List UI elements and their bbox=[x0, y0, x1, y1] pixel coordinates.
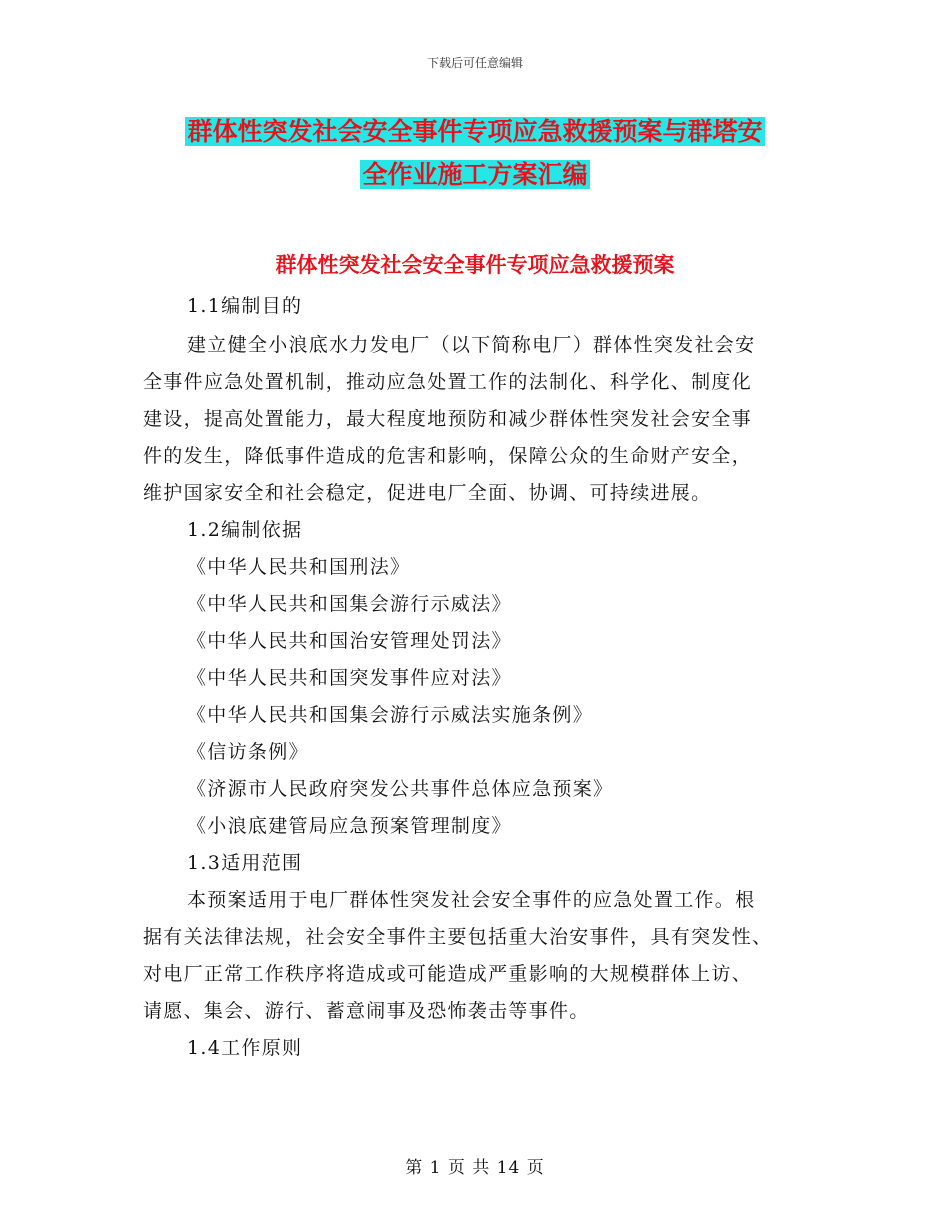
section-title: 群体性突发社会安全事件专项应急救援预案 bbox=[275, 253, 675, 277]
header-note: 下载后可任意编辑 bbox=[426, 56, 523, 70]
list-item: 《信访条例》 bbox=[187, 741, 309, 763]
list-item: 《中华人民共和国集会游行示威法》 bbox=[187, 593, 512, 615]
paragraph-line: 对电厂正常工作秩序将造成或可能造成严重影响的大规模群体上访、 bbox=[143, 963, 753, 985]
paragraph-line: 维护国家安全和社会稳定，促进电厂全面、协调、可持续进展。 bbox=[143, 482, 712, 504]
paragraph-line: 建立健全小浪底水力发电厂（以下简称电厂）群体性突发社会安 bbox=[187, 334, 756, 356]
page-footer: 第 1 页 共 14 页 bbox=[405, 1158, 545, 1178]
list-item: 《小浪底建管局应急预案管理制度》 bbox=[187, 815, 512, 837]
paragraph-line: 请愿、集会、游行、蓄意闹事及恐怖袭击等事件。 bbox=[143, 1000, 590, 1022]
heading-1-1: 1.1编制目的 bbox=[187, 295, 303, 317]
list-item: 《中华人民共和国刑法》 bbox=[187, 556, 411, 578]
paragraph-line: 据有关法律法规，社会安全事件主要包括重大治安事件，具有突发性、 bbox=[143, 926, 773, 948]
paragraph-line: 全事件应急处置机制，推动应急处置工作的法制化、科学化、制度化 bbox=[143, 371, 753, 393]
heading-1-4: 1.4工作原则 bbox=[187, 1037, 303, 1059]
list-item: 《中华人民共和国治安管理处罚法》 bbox=[187, 630, 512, 652]
heading-1-2: 1.2编制依据 bbox=[187, 519, 303, 541]
heading-1-3: 1.3适用范围 bbox=[187, 852, 303, 874]
paragraph-line: 建设，提高处置能力，最大程度地预防和减少群体性突发社会安全事 bbox=[143, 408, 753, 430]
paragraph-line: 本预案适用于电厂群体性突发社会安全事件的应急处置工作。根 bbox=[187, 889, 756, 911]
list-item: 《中华人民共和国集会游行示威法实施条例》 bbox=[187, 704, 594, 726]
document-title-line-1: 群体性突发社会安全事件专项应急救援预案与群塔安 bbox=[187, 117, 763, 146]
list-item: 《济源市人民政府突发公共事件总体应急预案》 bbox=[187, 778, 614, 800]
paragraph-line: 件的发生，降低事件造成的危害和影响，保障公众的生命财产安全， bbox=[143, 445, 753, 467]
document-title-line-2: 全作业施工方案汇编 bbox=[362, 160, 588, 189]
list-item: 《中华人民共和国突发事件应对法》 bbox=[187, 667, 512, 689]
